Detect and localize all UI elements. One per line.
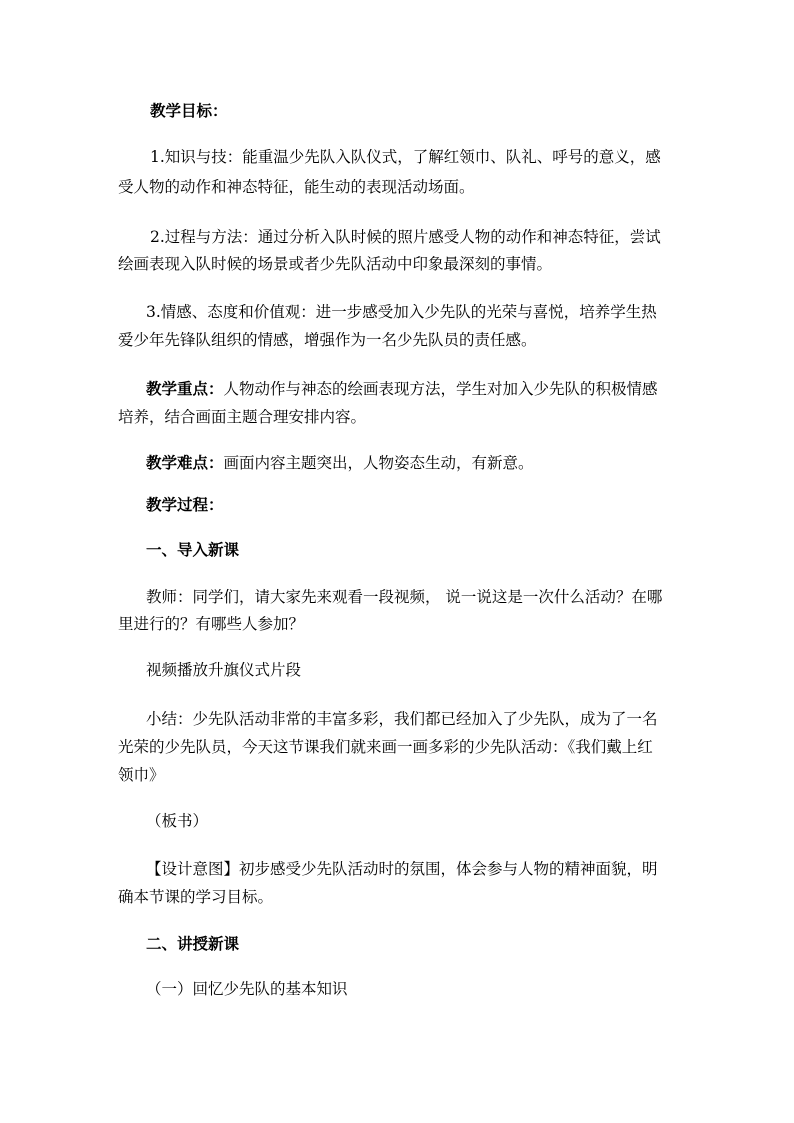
summary-line-3: 领巾》: [118, 766, 165, 784]
teacher-text-line-1: 教师：同学们，请大家先来观看一段视频， 说一说这是一次什么活动？在哪: [146, 588, 663, 606]
board-note: （板书）: [146, 812, 209, 830]
design-intent-label: 【设计意图】: [146, 860, 240, 878]
teacher-text-line-2: 里进行的？有哪些人参加？: [118, 615, 305, 633]
video-text: 视频播放升旗仪式片段: [146, 661, 302, 679]
objective-1-line-1: 1.知识与技：能重温少先队入队仪式，了解红领巾、队礼、呼号的意义，感: [150, 148, 661, 166]
objective-3-line-2: 爱少年先锋队组织的情感，增强作为一名少先队员的责任感。: [118, 331, 537, 349]
objective-2-line-1: 2.过程与方法：通过分析入队时候的照片感受人物的动作和神态特征，尝试: [150, 228, 661, 246]
objective-2-line-2: 绘画表现入队时候的场景或者少先队活动中印象最深刻的事情。: [118, 255, 553, 273]
objective-1-line-2: 受人物的动作和神态特征，能生动的表现活动场面。: [118, 178, 475, 196]
section-2-heading: 二、讲授新课: [146, 934, 240, 953]
objective-3-line-1: 3.情感、态度和价值观：进一步感受加入少先队的光荣与喜悦，培养学生热: [146, 303, 657, 321]
key-points-line-2: 培养，结合画面主题合理安排内容。: [118, 408, 367, 426]
summary-line-1: 小结：少先队活动非常的丰富多彩，我们都已经加入了少先队，成为了一名: [146, 710, 658, 728]
subsection-1-heading: （一）回忆少先队的基本知识: [146, 980, 348, 998]
key-points-label: 教学重点：: [146, 379, 224, 398]
difficulties-text: 画面内容主题突出，人物姿态生动，有新意。: [223, 454, 534, 472]
heading-process: 教学过程：: [146, 495, 224, 514]
key-points-text: 人物动作与神态的绘画表现方法，学生对加入少先队的积极情感: [223, 380, 658, 398]
difficulties-label: 教学难点：: [146, 453, 224, 472]
section-1-heading: 一、导入新课: [146, 540, 240, 559]
difficulties-line: [146, 444, 706, 482]
heading-objectives: 教学目标：: [150, 101, 228, 120]
design-intent-text: 初步感受少先队活动时的氛围，体会参与人物的精神面貌，明: [239, 860, 658, 878]
design-intent-line-2: 确本节课的学习目标。: [118, 888, 274, 906]
summary-line-2: 光荣的少先队员，今天这节课我们就来画一画多彩的少先队活动：《我们戴上红: [118, 738, 653, 756]
